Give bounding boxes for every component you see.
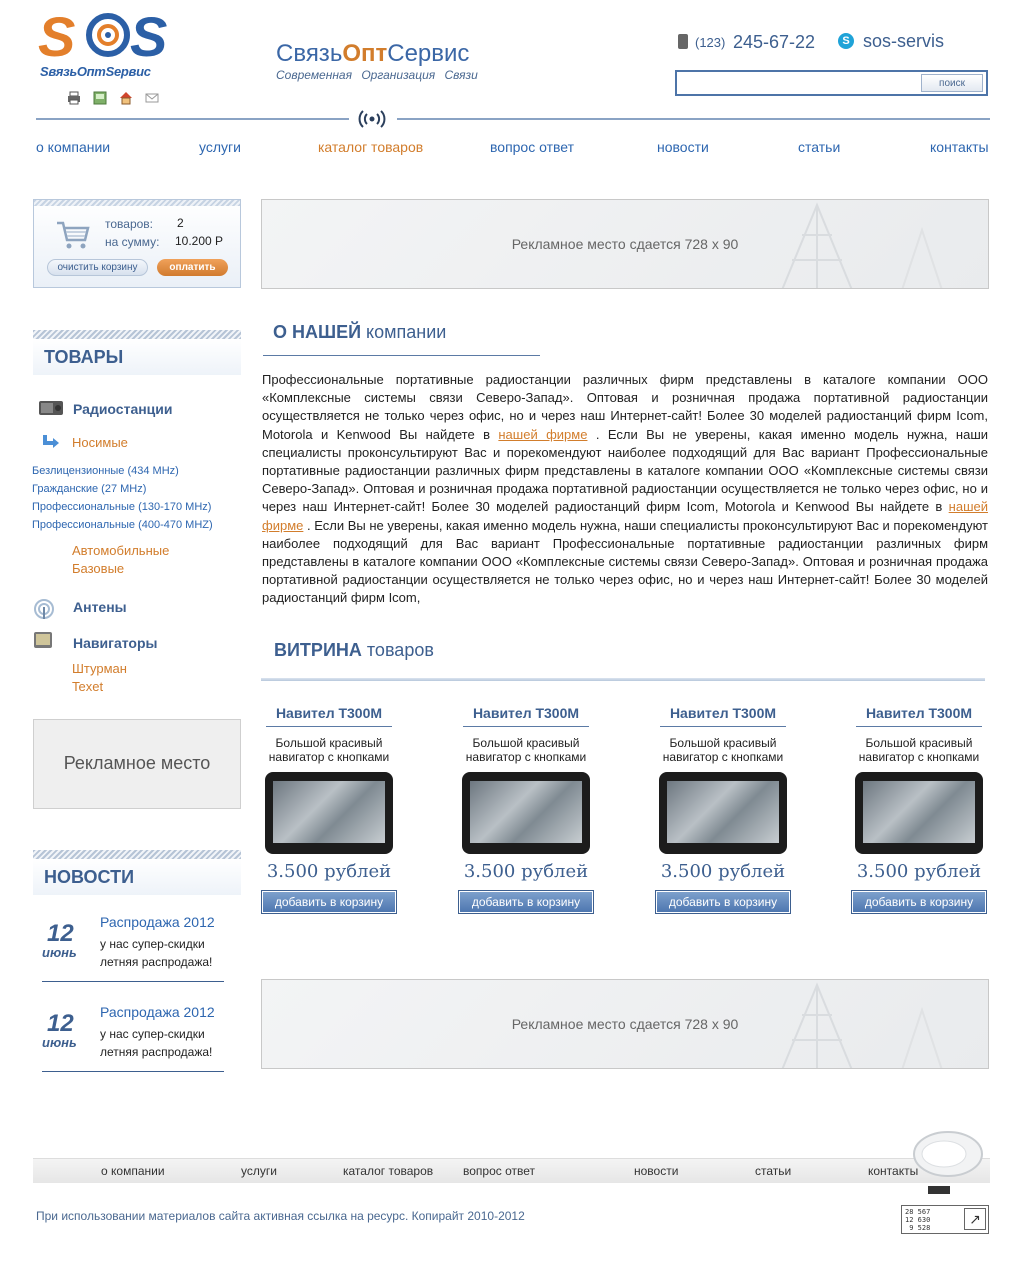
category-navigators[interactable]: Навигаторы xyxy=(73,635,158,651)
cart-widget xyxy=(33,199,241,288)
phone-number: 245-67-22 xyxy=(733,32,816,52)
product-screen xyxy=(667,781,779,843)
phone-code: (123) xyxy=(695,35,726,50)
side-ad[interactable]: Рекламное место xyxy=(33,719,241,809)
link-unlicensed[interactable]: Безлицензионные (434 MHz) xyxy=(32,465,179,477)
news-month: июнь xyxy=(42,945,77,960)
link-civil[interactable]: Гражданские (27 MHz) xyxy=(32,483,147,495)
product-price: 3.500 рублей xyxy=(266,861,392,882)
search-button[interactable]: поиск xyxy=(921,74,983,92)
product-price: 3.500 рублей xyxy=(660,861,786,882)
add-to-cart-button[interactable] xyxy=(261,890,397,914)
header-tools xyxy=(67,91,159,105)
add-to-cart-label: добавить в корзину xyxy=(460,892,592,912)
brand-slogan: Современная Организация Связи xyxy=(276,68,478,82)
copyright: При использовании материалов сайта активная ссылка на ресурс. Копирайт 2010-2012 xyxy=(36,1209,525,1223)
category-antennas[interactable]: Антены xyxy=(73,599,127,615)
news-month: июнь xyxy=(42,1035,77,1050)
footer-nav-catalog[interactable]: каталог товаров xyxy=(343,1164,434,1178)
news-text: у нас супер-скидки летняя распродажа! xyxy=(100,937,213,969)
showcase-underline xyxy=(261,678,985,681)
footer-nav-about[interactable]: о компании xyxy=(101,1164,165,1178)
phone-icon xyxy=(678,34,688,49)
ad-banner-text: Рекламное место сдается 728 х 90 xyxy=(511,1016,739,1032)
showcase-title-bold: ВИТРИНА xyxy=(274,640,362,660)
product-name[interactable]: Навител T300M xyxy=(865,705,973,721)
radio-icon xyxy=(38,398,62,418)
about-paragraph: . Если Вы не уверены, какая именно модель нужна, наши специалисты проконсультируют Вас и порекомендуют наиболее подходящий для Вас вариант Профессиональные портативные радиостанции различных фирм представлены в каталоге компании ООО «Комплексные системы связи Северо-Запад». Оптовая и розничная продажа портативной радиостанции осуществляется не только через офис, но и через наш Интернет-сайт! Более 30 моделей радиостанций фирм Icom, xyxy=(262,517,988,606)
svg-text:S: S xyxy=(38,10,76,66)
news-heading: НОВОСТИ xyxy=(33,859,241,895)
product-underline xyxy=(463,726,589,727)
news-title[interactable]: Распродажа 2012 xyxy=(100,914,215,930)
brand-title xyxy=(276,40,469,68)
cart-icon[interactable] xyxy=(56,220,90,250)
ad-banner-bottom[interactable] xyxy=(261,979,989,1069)
ad-banner-top[interactable] xyxy=(261,199,989,289)
product-underline xyxy=(856,726,982,727)
print-icon[interactable] xyxy=(67,91,81,105)
product-price: 3.500 рублей xyxy=(856,861,982,882)
product-card xyxy=(655,705,791,914)
product-name[interactable]: Навител T300M xyxy=(669,705,777,721)
search-input[interactable] xyxy=(680,74,918,92)
pay-button[interactable]: оплатить xyxy=(157,259,228,276)
add-to-cart-button[interactable] xyxy=(851,890,987,914)
product-underline xyxy=(266,726,392,727)
nav-about[interactable]: о компании xyxy=(36,139,111,155)
product-image[interactable] xyxy=(659,772,787,854)
add-to-cart-label: добавить в корзину xyxy=(263,892,395,912)
about-paragraph: . Если Вы не уверены, какая именно модель нужна, наши специалисты проконсультируют Вас и порекомендуют наиболее подходящий для Вас вариант Профессиональные портативные радиостанции различных фирм представлены в каталоге компании ООО «Комплексные системы связи Северо-Запад». Оптовая и розничная продажа портативной радиостанции осуществляется не только через офис, но и через наш Интернет-сайт! Более 30 моделей радиостанций фирм Icom, Motorola и Kenwood Вы найдете в xyxy=(262,426,989,515)
navigator-icon xyxy=(33,630,57,650)
product-image[interactable] xyxy=(855,772,983,854)
skype-name[interactable]: sos-servis xyxy=(863,31,945,51)
about-text xyxy=(262,371,988,608)
add-to-cart-label: добавить в корзину xyxy=(657,892,789,912)
news-text: у нас супер-скидки летняя распродажа! xyxy=(100,1027,213,1059)
goods-head-stripe xyxy=(33,330,241,339)
link-pro-uhf[interactable]: Профессиональные (400-470 MHZ) xyxy=(32,519,213,531)
add-to-cart-button[interactable] xyxy=(655,890,791,914)
product-description: Большой красивый навигатор с кнопками xyxy=(465,736,587,764)
about-link[interactable]: нашей фирме xyxy=(262,499,988,533)
product-screen xyxy=(273,781,385,843)
about-underline xyxy=(263,355,540,356)
category-auto[interactable]: Автомобильные xyxy=(72,543,170,558)
brand-part1: Связь xyxy=(276,40,343,67)
news-head-stripe xyxy=(33,850,241,859)
news-separator xyxy=(42,981,224,982)
product-image[interactable] xyxy=(265,772,393,854)
footer-nav-faq[interactable]: вопрос ответ xyxy=(463,1164,536,1178)
about-title-rest: компании xyxy=(366,322,447,342)
product-description: Большой красивый навигатор с кнопками xyxy=(662,736,784,764)
category-radio[interactable]: Радиостанции xyxy=(73,401,173,417)
about-title-bold: О НАШЕЙ xyxy=(273,322,362,342)
add-to-cart-button[interactable] xyxy=(458,890,594,914)
sitemap-icon[interactable] xyxy=(93,91,107,105)
footer-nav-contacts[interactable]: контакты xyxy=(868,1164,919,1178)
header-divider-right xyxy=(397,118,990,120)
product-card xyxy=(261,705,397,914)
nav-news[interactable]: новости xyxy=(657,139,709,155)
product-screen xyxy=(863,781,975,843)
footer-nav-articles[interactable]: статьи xyxy=(755,1164,792,1178)
category-base[interactable]: Базовые xyxy=(72,561,125,576)
product-underline xyxy=(660,726,786,727)
showcase-title xyxy=(274,640,434,661)
header-divider-left xyxy=(36,118,349,120)
category-shturman[interactable]: Штурман xyxy=(72,661,127,676)
signal-icon xyxy=(358,108,386,130)
product-description: Большой красивый навигатор с кнопками xyxy=(858,736,980,764)
cart-items-label: товаров: xyxy=(105,217,154,231)
goods-heading: ТОВАРЫ xyxy=(33,339,241,375)
news-day: 12 xyxy=(47,920,74,947)
product-name[interactable]: Навител T300M xyxy=(275,705,383,721)
arrow-icon: ↗ xyxy=(964,1208,986,1230)
footer-nav-services[interactable]: услуги xyxy=(241,1164,277,1178)
category-portable[interactable]: Носимые xyxy=(72,435,128,450)
skype-icon: S xyxy=(838,33,854,49)
satellite-dish-icon xyxy=(878,1126,990,1196)
nav-contacts[interactable]: контакты xyxy=(930,139,989,155)
clear-cart-button[interactable]: очистить корзину xyxy=(47,259,148,276)
product-description: Большой красивый навигатор с кнопками xyxy=(268,736,390,764)
news-day: 12 xyxy=(47,1010,74,1037)
news-title[interactable]: Распродажа 2012 xyxy=(100,1004,215,1020)
add-to-cart-label: добавить в корзину xyxy=(853,892,985,912)
showcase-title-rest: товаров xyxy=(366,640,434,660)
product-image[interactable] xyxy=(462,772,590,854)
svg-text:S: S xyxy=(130,10,168,66)
category-texet[interactable]: Texet xyxy=(72,679,104,694)
arrow-icon xyxy=(42,433,66,453)
nav-services[interactable]: услуги xyxy=(199,139,241,155)
about-link[interactable]: нашей фирме xyxy=(498,426,588,442)
brand-part2: Опт xyxy=(342,40,388,67)
nav-articles[interactable]: статьи xyxy=(798,139,841,155)
news-separator xyxy=(42,1071,224,1072)
logo-text: SвязьОптSервис xyxy=(40,64,151,79)
nav-catalog[interactable]: каталог товаров xyxy=(318,139,424,155)
product-price: 3.500 рублей xyxy=(463,861,589,882)
visit-counter[interactable] xyxy=(901,1205,989,1234)
search-box xyxy=(675,70,988,96)
footer-nav-news[interactable]: новости xyxy=(634,1164,679,1178)
link-pro-vhf[interactable]: Профессиональные (130-170 MHz) xyxy=(32,501,212,513)
product-screen xyxy=(470,781,582,843)
mail-icon[interactable] xyxy=(145,91,159,105)
ad-banner-text: Рекламное место сдается 728 х 90 xyxy=(511,236,739,252)
cart-sum-label: на сумму: xyxy=(105,235,160,249)
product-name[interactable]: Навител T300M xyxy=(472,705,580,721)
home-icon[interactable] xyxy=(119,91,133,105)
about-title xyxy=(273,322,446,343)
cart-items-value: 2 xyxy=(177,216,184,230)
about-paragraph: Профессиональные портативные радиостанции различных фирм представлены в каталоге компании ООО «Комплексные системы связи Северо-Запад». Оптовая и розничная продажа портативной радиостанции осуществляется не только через офис, но и через наш Интернет-сайт! Более 30 моделей радиостанций фирм Icom, Motorola и Kenwood Вы найдете в xyxy=(262,372,988,442)
antenna-icon xyxy=(32,597,56,617)
nav-faq[interactable]: вопрос ответ xyxy=(490,139,575,155)
product-card xyxy=(458,705,594,914)
product-card xyxy=(851,705,987,914)
brand-part3: Сервис xyxy=(387,40,470,67)
cart-sum-value: 10.200 Р xyxy=(175,234,224,248)
counter-text: 28 567 12 630 9 528 xyxy=(905,1208,931,1232)
cart-top-bar xyxy=(34,200,240,206)
